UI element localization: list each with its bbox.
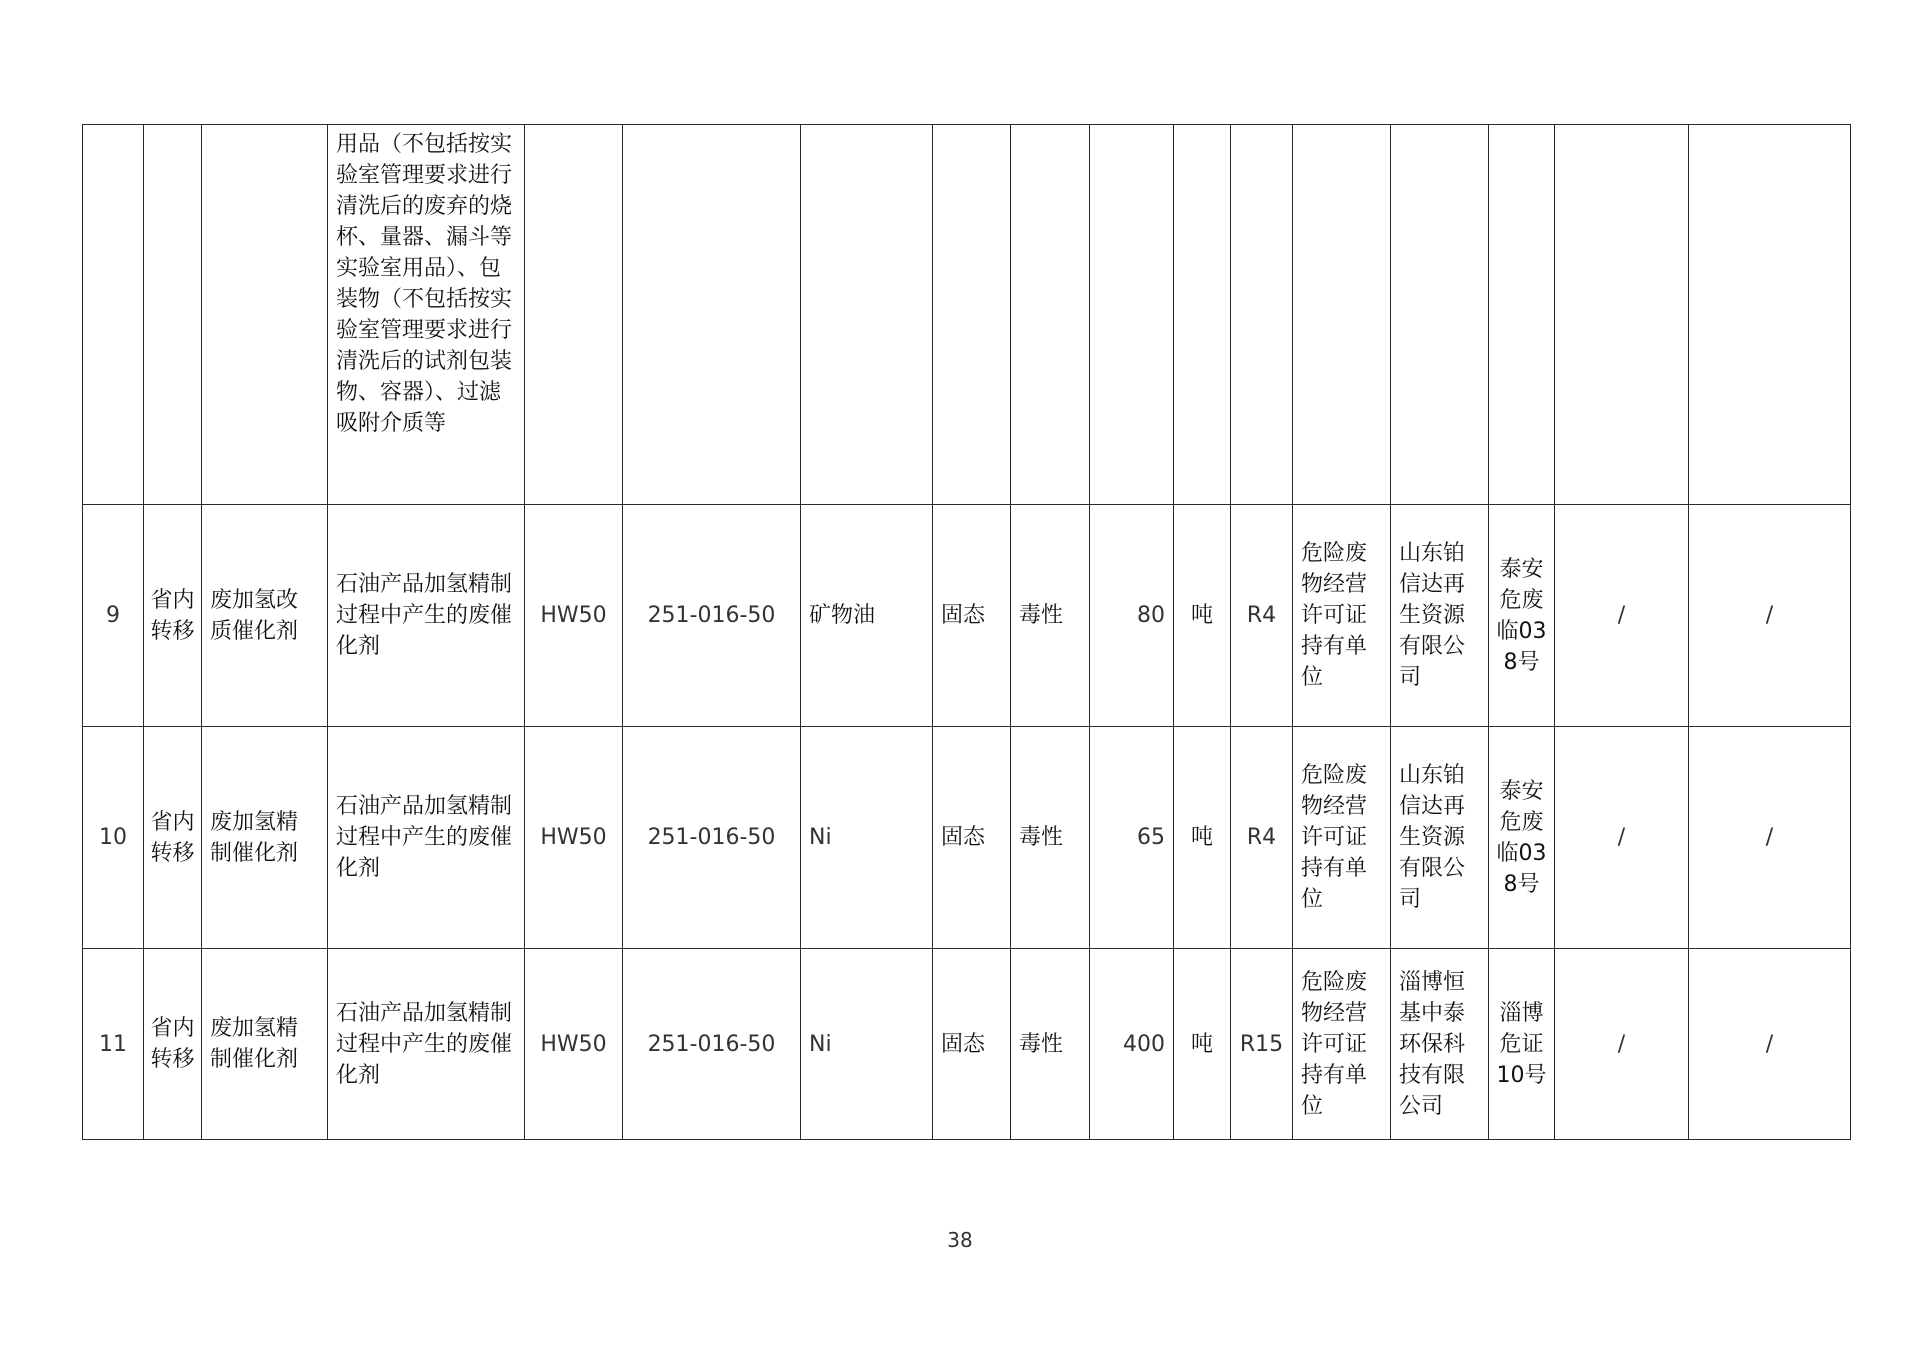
cell-transfer-type: 省内转移 [144,727,202,949]
cell-transfer-type: 省内转移 [144,949,202,1140]
cell-transfer-type: 省内转移 [144,505,202,727]
cell-permit-no: 泰安危废临038号 [1489,505,1555,727]
cell-source: 用品（不包括按实验室管理要求进行清洗后的废弃的烧杯、量器、漏斗等实验室用品）、包装物（不包括按实验室管理要求进行清洗后的试剂包装物、容器）、过滤吸附介质等 [328,125,525,505]
cell-form: 固态 [933,505,1011,727]
cell-permit-no [1489,125,1555,505]
table-row-continued [83,125,1851,505]
cell-receiver-type [1293,125,1391,505]
cell-hazard-property: 毒性 [1011,505,1090,727]
cell-hazardous-component: 矿物油 [801,505,933,727]
cell-unit [1174,125,1231,505]
cell-quantity: 65 [1090,727,1174,949]
cell-col-b: / [1689,949,1851,1140]
cell-code: 251-016-50 [623,727,801,949]
cell-hazard-property: 毒性 [1011,949,1090,1140]
cell-disposal-method: R4 [1231,727,1293,949]
cell-hazardous-component: Ni [801,727,933,949]
cell-transfer-type [144,125,202,505]
cell-hazardous-component [801,125,933,505]
cell-disposal-method [1231,125,1293,505]
cell-form [933,125,1011,505]
cell-receiver-name: 山东铂信达再生资源有限公司 [1391,727,1489,949]
page-number: 38 [947,1228,973,1252]
cell-hazard-property: 毒性 [1011,727,1090,949]
cell-no: 9 [83,505,144,727]
cell-col-a: / [1555,949,1689,1140]
cell-disposal-method: R4 [1231,505,1293,727]
cell-hazard-property [1011,125,1090,505]
hazardous-waste-transfer-table [82,124,1851,1140]
cell-col-b [1689,125,1851,505]
cell-hazardous-component: Ni [801,949,933,1140]
cell-code [623,125,801,505]
cell-code: 251-016-50 [623,505,801,727]
cell-quantity: 400 [1090,949,1174,1140]
cell-col-a [1555,125,1689,505]
cell-unit: 吨 [1174,949,1231,1140]
cell-waste-name: 废加氢改质催化剂 [202,505,328,727]
cell-permit-no: 泰安危废临038号 [1489,727,1555,949]
cell-no [83,125,144,505]
cell-quantity: 80 [1090,505,1174,727]
cell-col-a: / [1555,727,1689,949]
cell-receiver-name: 淄博恒基中泰环保科技有限公司 [1391,949,1489,1140]
cell-category: HW50 [525,949,623,1140]
cell-form: 固态 [933,727,1011,949]
cell-permit-no: 淄博危证10号 [1489,949,1555,1140]
cell-receiver-type: 危险废物经营许可证持有单位 [1293,727,1391,949]
cell-unit: 吨 [1174,727,1231,949]
cell-receiver-type: 危险废物经营许可证持有单位 [1293,505,1391,727]
cell-disposal-method: R15 [1231,949,1293,1140]
cell-category: HW50 [525,727,623,949]
table-row [83,727,1851,949]
cell-source: 石油产品加氢精制过程中产生的废催化剂 [328,505,525,727]
cell-quantity [1090,125,1174,505]
cell-receiver-type: 危险废物经营许可证持有单位 [1293,949,1391,1140]
cell-category [525,125,623,505]
cell-col-b: / [1689,727,1851,949]
cell-col-a: / [1555,505,1689,727]
cell-category: HW50 [525,505,623,727]
cell-unit: 吨 [1174,505,1231,727]
cell-waste-name: 废加氢精制催化剂 [202,727,328,949]
cell-waste-name [202,125,328,505]
table-row [83,949,1851,1140]
cell-waste-name: 废加氢精制催化剂 [202,949,328,1140]
table-row [83,505,1851,727]
cell-no: 10 [83,727,144,949]
cell-code: 251-016-50 [623,949,801,1140]
cell-source: 石油产品加氢精制过程中产生的废催化剂 [328,727,525,949]
cell-col-b: / [1689,505,1851,727]
cell-form: 固态 [933,949,1011,1140]
cell-receiver-name: 山东铂信达再生资源有限公司 [1391,505,1489,727]
cell-receiver-name [1391,125,1489,505]
cell-no: 11 [83,949,144,1140]
cell-source: 石油产品加氢精制过程中产生的废催化剂 [328,949,525,1140]
